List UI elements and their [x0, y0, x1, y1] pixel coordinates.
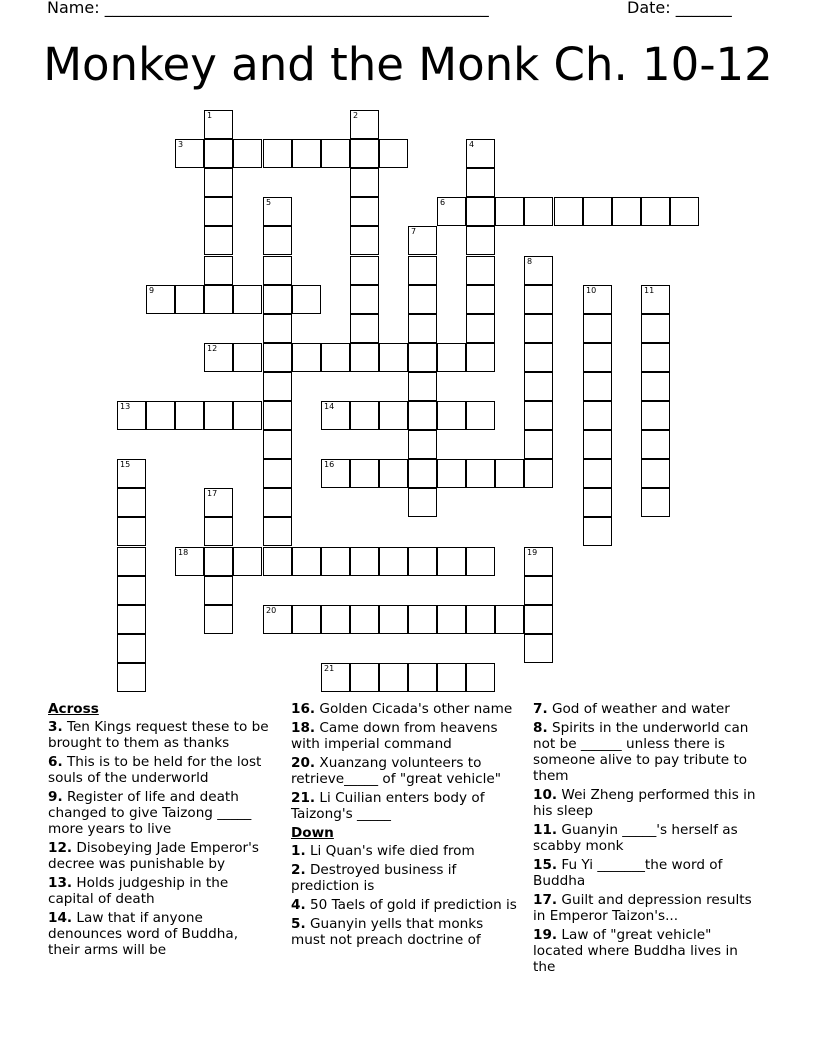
grid-cell[interactable] [524, 605, 553, 634]
grid-cell[interactable] [117, 517, 146, 546]
grid-cell[interactable] [233, 547, 262, 576]
clue-number: 12. [48, 840, 73, 856]
grid-cell[interactable] [350, 459, 379, 488]
grid-cell[interactable] [263, 605, 292, 634]
date-label: Date: [627, 0, 671, 17]
cell-number: 6 [440, 198, 446, 207]
name-label: Name: [47, 0, 100, 17]
grid-cell[interactable] [466, 459, 495, 488]
cell-number: 13 [120, 402, 131, 411]
clue-text: Destroyed business if prediction is [291, 862, 457, 894]
grid-cell[interactable] [204, 605, 233, 634]
down-clue-5 [291, 916, 521, 948]
grid-cell[interactable] [641, 372, 670, 401]
grid-cell[interactable] [524, 459, 553, 488]
cell-number: 21 [324, 664, 335, 673]
across-heading: Across [48, 701, 99, 717]
clue-number: 15. [533, 857, 558, 873]
grid-cell[interactable] [466, 139, 495, 168]
grid-cell[interactable] [263, 459, 292, 488]
clue-number: 8. [533, 720, 548, 736]
grid-cell[interactable] [263, 401, 292, 430]
across-clue-21 [291, 790, 521, 822]
grid-cell[interactable] [641, 285, 670, 314]
grid-cell[interactable] [350, 168, 379, 197]
grid-cell[interactable] [321, 547, 350, 576]
down-clue-4 [291, 897, 521, 913]
across-clue-6 [48, 754, 273, 786]
grid-cell[interactable] [263, 547, 292, 576]
grid-cell[interactable] [350, 110, 379, 139]
grid-cell[interactable] [263, 343, 292, 372]
clue-text: God of weather and water [551, 701, 730, 717]
grid-cell[interactable] [321, 401, 350, 430]
clue-text: Li Cuilian enters body of Taizong's _____ [291, 790, 485, 822]
grid-cell[interactable] [408, 314, 437, 343]
grid-cell[interactable] [263, 314, 292, 343]
across-clue-13 [48, 875, 273, 907]
grid-cell[interactable] [437, 605, 466, 634]
grid-cell[interactable] [495, 459, 524, 488]
grid-cell[interactable] [408, 430, 437, 459]
grid-cell[interactable] [350, 343, 379, 372]
grid-cell[interactable] [554, 197, 583, 226]
grid-cell[interactable] [204, 197, 233, 226]
across-clue-3 [48, 719, 273, 751]
grid-cell[interactable] [495, 197, 524, 226]
grid-cell[interactable] [117, 634, 146, 663]
clue-text: Ten Kings request these to be brought to them as thanks [48, 719, 269, 751]
grid-cell[interactable] [350, 197, 379, 226]
down-heading: Down [291, 825, 334, 841]
grid-cell[interactable] [233, 343, 262, 372]
grid-cell[interactable] [641, 343, 670, 372]
across-clue-14 [48, 910, 273, 958]
clue-number: 4. [291, 897, 306, 913]
grid-cell[interactable] [583, 197, 612, 226]
grid-cell[interactable] [379, 343, 408, 372]
grid-cell[interactable] [233, 285, 262, 314]
grid-cell[interactable] [146, 285, 175, 314]
clue-text: Fu Yi _______the word of Buddha [533, 857, 723, 889]
grid-cell[interactable] [263, 430, 292, 459]
grid-cell[interactable] [583, 343, 612, 372]
clue-number: 2. [291, 862, 306, 878]
clue-number: 16. [291, 701, 316, 717]
clue-number: 14. [48, 910, 73, 926]
cell-number: 1 [207, 111, 213, 120]
grid-cell[interactable] [437, 459, 466, 488]
grid-cell[interactable] [204, 110, 233, 139]
clue-column-2 [291, 701, 521, 951]
grid-cell[interactable] [524, 576, 553, 605]
clue-number: 5. [291, 916, 306, 932]
grid-cell[interactable] [350, 139, 379, 168]
grid-cell[interactable] [466, 605, 495, 634]
grid-cell[interactable] [524, 430, 553, 459]
across-clue-12 [48, 840, 273, 872]
clue-number: 1. [291, 843, 306, 859]
cell-number: 7 [411, 227, 417, 236]
cell-number: 8 [527, 257, 533, 266]
clue-text: This is to be held for the lost souls of the underworld [48, 754, 262, 786]
grid-cell[interactable] [204, 517, 233, 546]
grid-cell[interactable] [583, 459, 612, 488]
grid-cell[interactable] [408, 663, 437, 692]
clue-number: 13. [48, 875, 73, 891]
clue-column-1 [48, 701, 273, 961]
grid-cell[interactable] [117, 488, 146, 517]
down-clue-11 [533, 822, 761, 854]
grid-cell[interactable] [408, 372, 437, 401]
cell-number: 14 [324, 402, 335, 411]
grid-cell[interactable] [117, 547, 146, 576]
grid-cell[interactable] [524, 197, 553, 226]
clue-text: Holds judgeship in the capital of death [48, 875, 229, 907]
cell-number: 18 [178, 548, 189, 557]
clue-number: 9. [48, 789, 63, 805]
grid-cell[interactable] [263, 226, 292, 255]
grid-cell[interactable] [466, 256, 495, 285]
grid-cell[interactable] [117, 605, 146, 634]
down-clue-19 [533, 927, 761, 975]
grid-cell[interactable] [379, 459, 408, 488]
cell-number: 15 [120, 460, 131, 469]
grid-cell[interactable] [350, 605, 379, 634]
grid-cell[interactable] [379, 663, 408, 692]
date-field[interactable]: _______ [675, 0, 732, 17]
grid-cell[interactable] [175, 285, 204, 314]
grid-cell[interactable] [437, 197, 466, 226]
grid-cell[interactable] [466, 197, 495, 226]
grid-cell[interactable] [321, 663, 350, 692]
grid-cell[interactable] [117, 459, 146, 488]
across-clue-9 [48, 789, 273, 837]
grid-cell[interactable] [263, 517, 292, 546]
grid-cell[interactable] [233, 139, 262, 168]
grid-cell[interactable] [292, 139, 321, 168]
grid-cell[interactable] [583, 285, 612, 314]
grid-cell[interactable] [117, 663, 146, 692]
cell-number: 12 [207, 344, 218, 353]
clue-number: 6. [48, 754, 63, 770]
grid-cell[interactable] [524, 256, 553, 285]
grid-cell[interactable] [117, 401, 146, 430]
grid-cell[interactable] [583, 430, 612, 459]
grid-cell[interactable] [321, 605, 350, 634]
cell-number: 19 [527, 548, 538, 557]
grid-cell[interactable] [583, 488, 612, 517]
grid-cell[interactable] [175, 401, 204, 430]
name-field[interactable]: ________________________________________________ [104, 0, 489, 17]
grid-cell[interactable] [524, 314, 553, 343]
grid-cell[interactable] [204, 168, 233, 197]
clue-number: 10. [533, 787, 558, 803]
grid-cell[interactable] [350, 285, 379, 314]
cell-number: 5 [266, 198, 272, 207]
grid-cell[interactable] [204, 226, 233, 255]
cell-number: 17 [207, 489, 218, 498]
down-clue-17 [533, 892, 761, 924]
grid-cell[interactable] [641, 401, 670, 430]
across-clue-18 [291, 720, 521, 752]
grid-cell[interactable] [350, 314, 379, 343]
grid-cell[interactable] [204, 256, 233, 285]
clue-text: Wei Zheng performed this in his sleep [533, 787, 756, 819]
grid-cell[interactable] [263, 139, 292, 168]
grid-cell[interactable] [408, 343, 437, 372]
clue-number: 11. [533, 822, 558, 838]
grid-cell[interactable] [524, 547, 553, 576]
grid-cell[interactable] [641, 488, 670, 517]
clue-number: 17. [533, 892, 558, 908]
grid-cell[interactable] [204, 285, 233, 314]
grid-cell[interactable] [263, 197, 292, 226]
grid-cell[interactable] [233, 401, 262, 430]
grid-cell[interactable] [292, 343, 321, 372]
down-clue-15 [533, 857, 761, 889]
grid-cell[interactable] [263, 256, 292, 285]
grid-cell[interactable] [583, 517, 612, 546]
grid-cell[interactable] [408, 256, 437, 285]
grid-cell[interactable] [292, 605, 321, 634]
grid-cell[interactable] [292, 285, 321, 314]
grid-cell[interactable] [204, 343, 233, 372]
clue-text: Disobeying Jade Emperor's decree was punishable by [48, 840, 259, 872]
clue-text: Li Quan's wife died from [309, 843, 475, 859]
grid-cell[interactable] [321, 459, 350, 488]
cell-number: 4 [469, 140, 475, 149]
grid-cell[interactable] [379, 401, 408, 430]
grid-cell[interactable] [175, 139, 204, 168]
grid-cell[interactable] [524, 372, 553, 401]
grid-cell[interactable] [466, 168, 495, 197]
grid-cell[interactable] [437, 401, 466, 430]
grid-cell[interactable] [204, 547, 233, 576]
cell-number: 9 [149, 286, 155, 295]
grid-cell[interactable] [321, 343, 350, 372]
grid-cell[interactable] [437, 663, 466, 692]
grid-cell[interactable] [350, 401, 379, 430]
clue-text: Golden Cicada's other name [319, 701, 513, 717]
down-clue-7 [533, 701, 761, 717]
grid-cell[interactable] [437, 547, 466, 576]
grid-cell[interactable] [175, 547, 204, 576]
grid-cell[interactable] [263, 285, 292, 314]
clue-number: 20. [291, 755, 316, 771]
grid-cell[interactable] [466, 314, 495, 343]
down-clue-8 [533, 720, 761, 784]
grid-cell[interactable] [524, 634, 553, 663]
clue-column-3 [533, 701, 761, 978]
grid-cell[interactable] [466, 226, 495, 255]
cell-number: 16 [324, 460, 335, 469]
grid-cell[interactable] [466, 547, 495, 576]
grid-cell[interactable] [321, 139, 350, 168]
grid-cell[interactable] [466, 663, 495, 692]
grid-cell[interactable] [379, 547, 408, 576]
grid-cell[interactable] [641, 430, 670, 459]
grid-cell[interactable] [350, 547, 379, 576]
grid-cell[interactable] [408, 488, 437, 517]
grid-cell[interactable] [350, 226, 379, 255]
grid-cell[interactable] [466, 343, 495, 372]
down-clue-10 [533, 787, 761, 819]
grid-cell[interactable] [379, 605, 408, 634]
grid-cell[interactable] [408, 285, 437, 314]
clue-text: Law of "great vehicle" located where Buddha lives in the [533, 927, 738, 975]
clue-text: Xuanzang volunteers to retrieve_____ of "great vehicle" [291, 755, 502, 787]
grid-cell[interactable] [524, 343, 553, 372]
page-title: Monkey and the Monk Ch. 10-12 [43, 38, 773, 91]
clue-number: 18. [291, 720, 316, 736]
clue-text: 50 Taels of gold if prediction is [309, 897, 517, 913]
grid-cell[interactable] [263, 372, 292, 401]
grid-cell[interactable] [466, 285, 495, 314]
grid-cell[interactable] [408, 459, 437, 488]
across-clue-16 [291, 701, 521, 717]
grid-cell[interactable] [583, 314, 612, 343]
grid-cell[interactable] [641, 314, 670, 343]
down-clue-2 [291, 862, 521, 894]
grid-cell[interactable] [641, 459, 670, 488]
clue-text: Register of life and death changed to give Taizong _____ more years to live [48, 789, 252, 837]
grid-cell[interactable] [379, 139, 408, 168]
grid-cell[interactable] [641, 197, 670, 226]
grid-cell[interactable] [408, 401, 437, 430]
grid-cell[interactable] [408, 226, 437, 255]
across-clue-20 [291, 755, 521, 787]
grid-cell[interactable] [583, 401, 612, 430]
grid-cell[interactable] [263, 488, 292, 517]
down-clue-1 [291, 843, 521, 859]
clue-number: 19. [533, 927, 558, 943]
grid-cell[interactable] [204, 139, 233, 168]
cell-number: 11 [644, 286, 655, 295]
grid-cell[interactable] [292, 547, 321, 576]
grid-cell[interactable] [583, 372, 612, 401]
grid-cell[interactable] [495, 605, 524, 634]
grid-cell[interactable] [670, 197, 699, 226]
grid-cell[interactable] [524, 285, 553, 314]
clue-number: 7. [533, 701, 548, 717]
grid-cell[interactable] [204, 401, 233, 430]
grid-cell[interactable] [350, 663, 379, 692]
grid-cell[interactable] [146, 401, 175, 430]
clue-number: 21. [291, 790, 316, 806]
cell-number: 20 [266, 606, 277, 615]
clue-text: Spirits in the underworld can not be ______ unless there is someone alive to pay tribute to them [533, 720, 749, 784]
grid-cell[interactable] [204, 576, 233, 605]
cell-number: 3 [178, 140, 184, 149]
grid-cell[interactable] [612, 197, 641, 226]
clue-number: 3. [48, 719, 63, 735]
clue-text: Guanyin _____'s herself as scabby monk [533, 822, 738, 854]
grid-cell[interactable] [437, 343, 466, 372]
grid-cell[interactable] [350, 256, 379, 285]
clue-text: Guilt and depression results in Emperor Taizon's... [533, 892, 752, 924]
clue-text: Guanyin yells that monks must not preach doctrine of [291, 916, 484, 948]
grid-cell[interactable] [408, 605, 437, 634]
cell-number: 10 [586, 286, 597, 295]
grid-cell[interactable] [408, 547, 437, 576]
cell-number: 2 [353, 111, 359, 120]
grid-cell[interactable] [117, 576, 146, 605]
clue-text: Came down from heavens with imperial command [291, 720, 498, 752]
grid-cell[interactable] [524, 401, 553, 430]
clue-text: Law that if anyone denounces word of Buddha, their arms will be [48, 910, 239, 958]
grid-cell[interactable] [204, 488, 233, 517]
grid-cell[interactable] [466, 401, 495, 430]
